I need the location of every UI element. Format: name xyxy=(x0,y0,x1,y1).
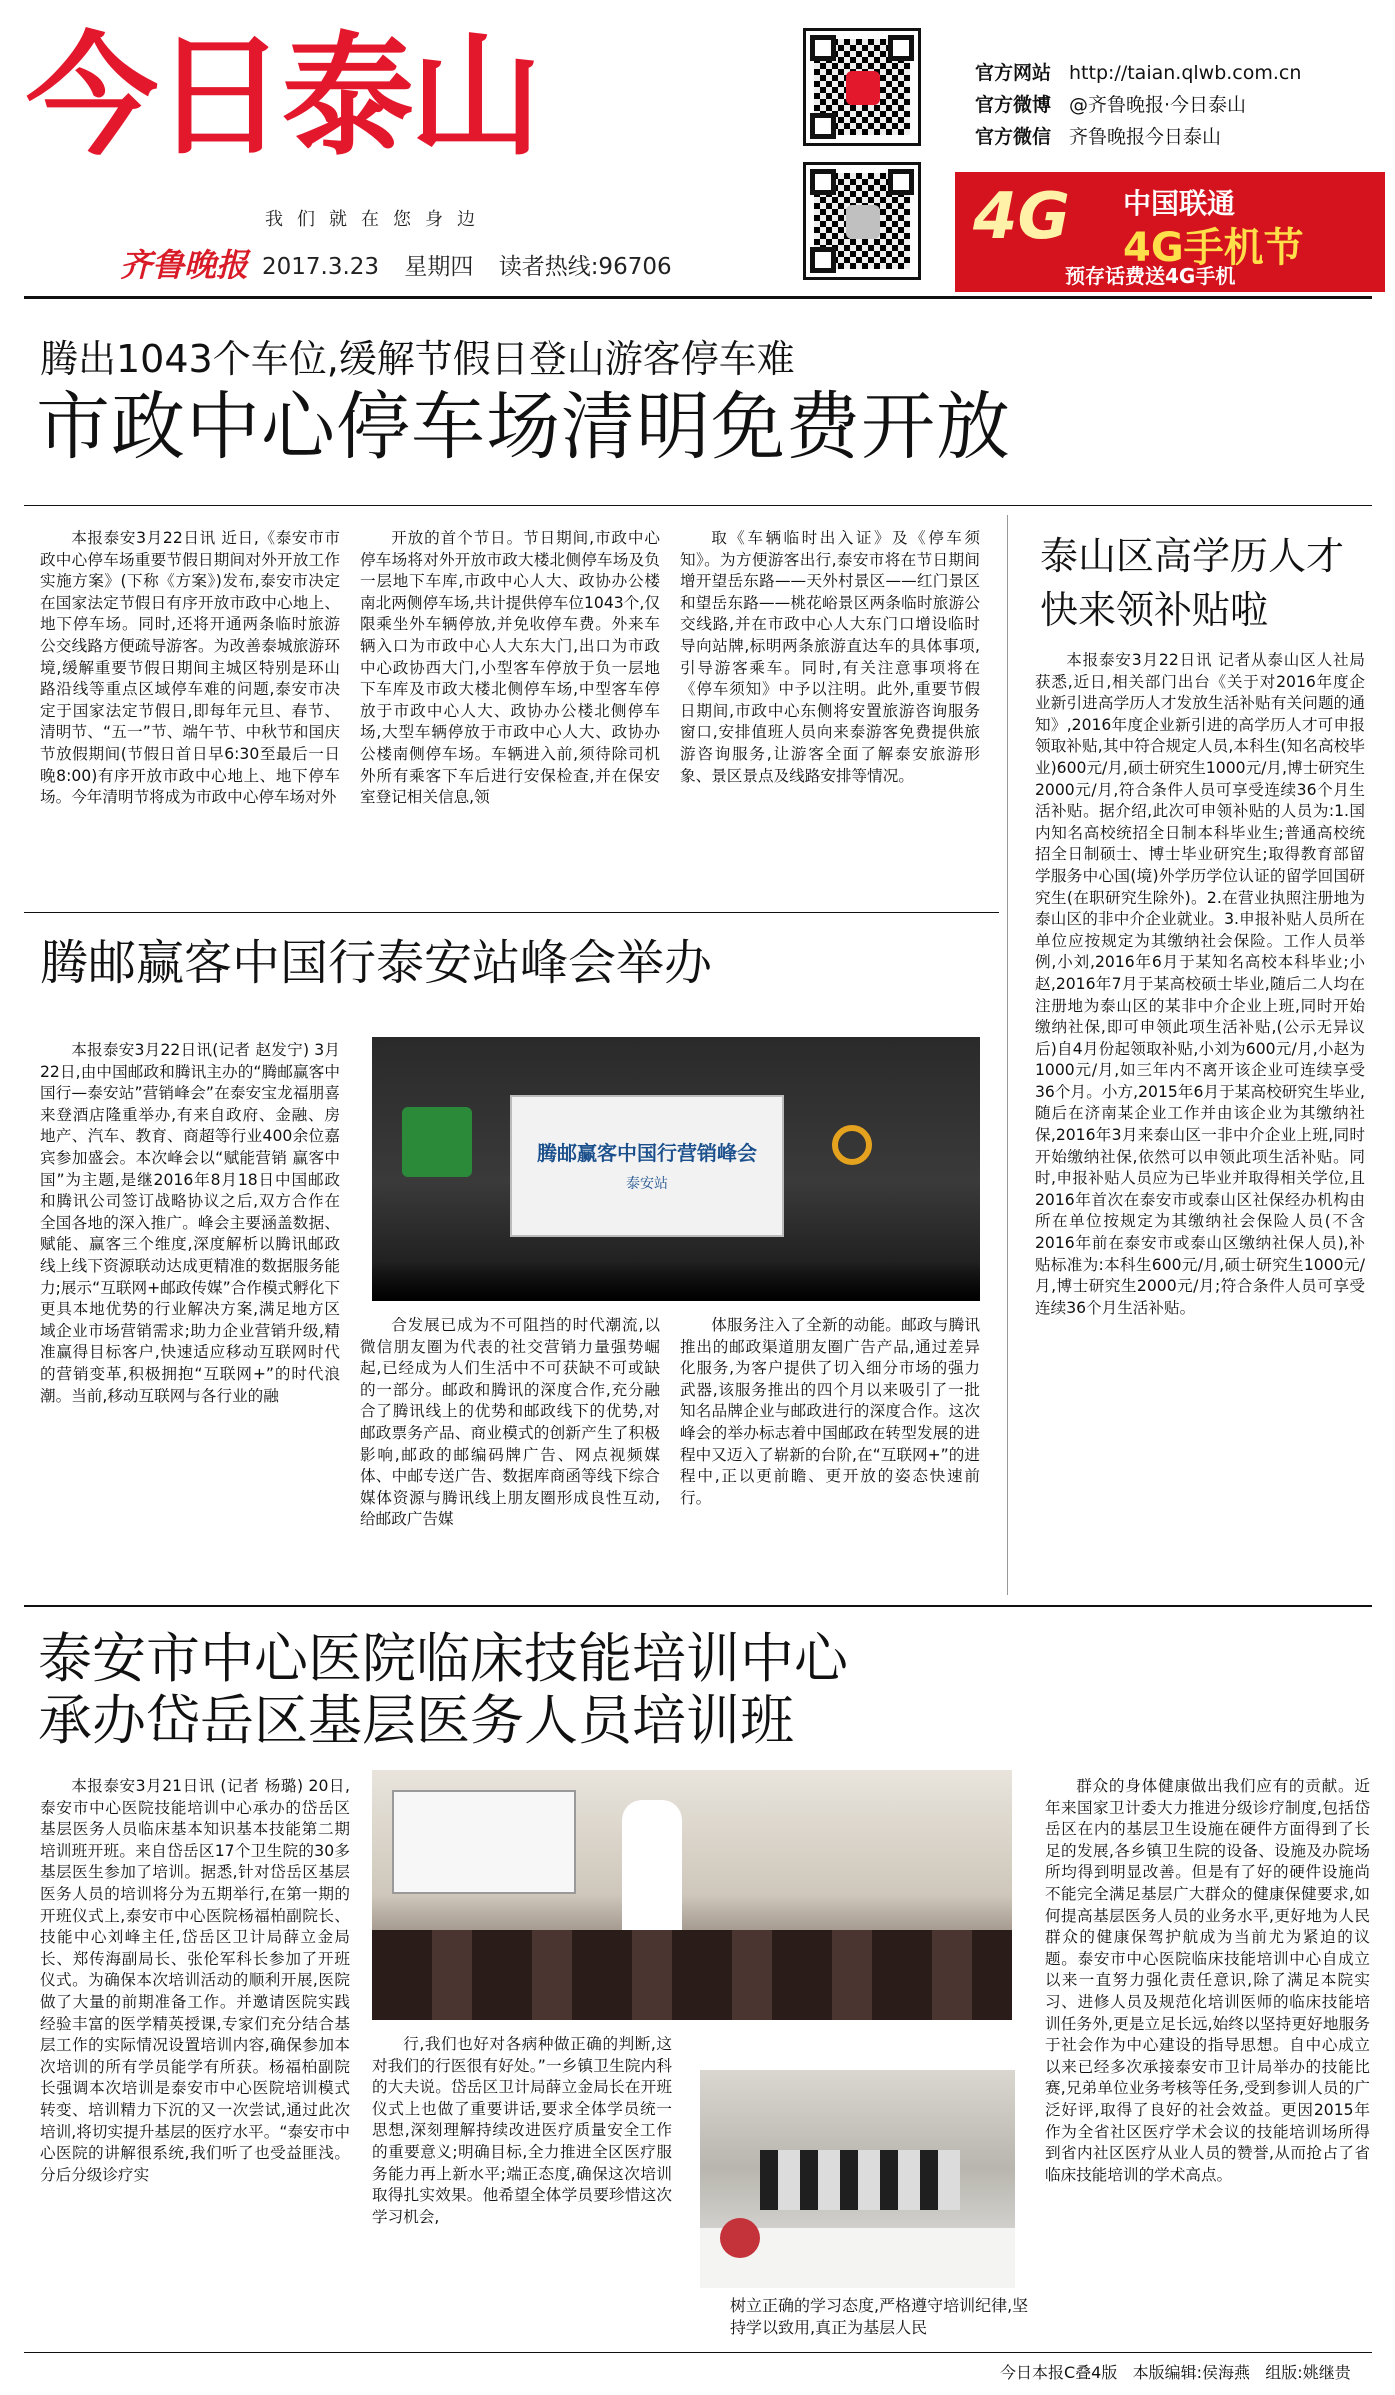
projector-screen xyxy=(392,1790,576,1894)
story2-col2: 合发展已成为不可阻挡的时代潮流,以微信朋友圈为代表的社交营销力量强势崛起,已经成为人们生活中不可获缺不可或缺的一部分。邮政和腾讯的深度合作,充分融合了腾讯线上的优势和邮政线下的优势,对邮政票务产品、商业模式的创新产生了积极影响,邮政的邮编码牌广告、网点视频媒体、中邮专送广告、数据库商函等线下综合媒体资源与腾讯线上朋友圈形成良性互动,给邮政广告媒 xyxy=(360,1316,660,1529)
side-headline-line2: 快来领补贴啦 xyxy=(1040,588,1269,632)
training-photo xyxy=(372,1770,1012,2020)
unicom-ad-banner[interactable] xyxy=(955,172,1385,292)
reader-hotline: 读者热线:96706 xyxy=(498,254,672,280)
story1-headline: 市政中心停车场清明免费开放 xyxy=(36,384,1011,470)
story2-col3: 体服务注入了全新的动能。邮政与腾讯推出的邮政渠道朋友圈广告产品,通过差异化服务,为客户提供了切入细分市场的强力武器,该服务推出的四个月以来吸引了一批知名品牌企业与邮政进行的深度合作。这次峰会的举办标志着中国邮政在转型发展的进程中又迈入了崭新的台阶,在“互联网+”的进程中,正以更前瞻、更开放的姿态快速前行。 xyxy=(680,1316,980,1507)
divider xyxy=(24,912,999,913)
story2-headline: 腾邮赢客中国行泰安站峰会举办 xyxy=(40,935,713,991)
summit-photo xyxy=(372,1037,980,1301)
lecturer xyxy=(622,1800,682,1930)
contact-label: 官方网站 xyxy=(975,62,1052,84)
ad-headline: 4G手机节 xyxy=(1123,225,1304,271)
side-headline-line1: 泰山区高学历人才 xyxy=(1040,534,1345,578)
column-divider xyxy=(1007,515,1008,1595)
masthead-divider xyxy=(24,296,1372,299)
postal-logo-icon xyxy=(402,1107,472,1177)
audience-silhouettes xyxy=(372,1261,980,1301)
footer-page: 今日本报C叠4版 xyxy=(1000,2363,1118,2382)
issue-line xyxy=(262,248,690,281)
screen-title: 腾邮赢客中国行营销峰会 xyxy=(537,1141,757,1165)
issue-weekday: 星期四 xyxy=(404,254,474,280)
masthead-tagline: 我们就在您身边 xyxy=(265,209,489,230)
photo-caption: 树立正确的学习态度,严格遵守培训纪律,坚持学以致用,真正为基层人民 xyxy=(730,2296,1029,2337)
seated-people xyxy=(760,2150,960,2210)
flower-decoration xyxy=(720,2218,760,2258)
paper-logo: 齐鲁晚报 xyxy=(120,246,249,284)
story1-kicker: 腾出1043个车位,缓解节假日登山游客停车难 xyxy=(40,337,795,381)
divider xyxy=(24,505,1372,506)
footer-designer: 组版:姚继贵 xyxy=(1265,2363,1351,2382)
tencent-logo-icon xyxy=(832,1125,872,1165)
ad-4g-graphic: 4G xyxy=(973,180,1071,254)
side-body: 本报泰安3月22日讯 记者从泰山区人社局获悉,近日,相关部门出台《关于对2016年度企业新引进高学历人才发放生活补贴有关问题的通知》,2016年度企业新引进的高学历人才可申报领取补贴,其中符合规定人员,本科生(知名高校毕业)600元/月,硕士研究生1000元/月,博士研究生2000元/月,符合条件人员可享受连续36个月生活补贴。据介绍,此次可申领补贴的人员为:1.国内知名高校统招全日制本科毕业生;普通高校统招全日制硕士、博士毕业研究生;取得教育部留学服务中心国(境)外学历学位认证的留学回国研究生(在职研究生除外)。2.在营业执照注册地为泰山区的非中介企业就业。3.申报补贴人员所在单位应按规定为其缴纳社会保险。工作人员举例,小刘,2016年6月于某知名高校本科毕业;小赵,2016年7月于某高校硕士毕业,随后二人均在注册地为泰山区的某非中介企业上班,同时开始缴纳社保,即可申领此项生活补贴,(公示无异议后)自4月份起领取补贴,小刘为600元/月,小赵为1000元/月,如三年内不离开该企业可连续享受36个月。小方,2015年6月于某高校研究生毕业,随后在济南某企业工作并由该企业为其缴纳社保,2016年3月来泰山区一非中介企业上班,同时开始缴纳社保,依然可以申领此项生活补贴。同时,申报补贴人员应为已毕业并取得相关学位,且2016年首次在泰安市或泰山区社保经办机构由所在单位按规定为其缴纳社会保险人员(不含2016年前在泰安市或泰山区缴纳社保人员),补贴标准为:本科生600元/月,硕士研究生1000元/月,博士研究生2000元/月;符合条件人员可享受连续36个月生活补贴。 xyxy=(1035,651,1365,1317)
screen-sub: 泰安站 xyxy=(626,1176,668,1192)
story1-col3: 取《车辆临时出入证》及《停车须知》。为方便游客出行,泰安市将在节日期间增开望岳东路——天外村景区——红门景区和望岳东路——桃花峪景区两条临时旅游公交线路,并在市政中心人大东门口增设临时导向站牌,标明两条旅游直达车的具体事项,引导游客乘车。同时,有关注意事项将在《停车须知》中予以注明。此外,重要节假日期间,市政中心东侧将安置旅游咨询服务窗口,安排值班人员向来泰游客免费提供旅游咨询服务,让游客全面了解泰安旅游形象、景区景点及线路安排等情况。 xyxy=(680,529,980,785)
contact-value: 齐鲁晚报今日泰山 xyxy=(1069,126,1222,148)
ad-brand: 中国联通 xyxy=(1123,187,1236,220)
masthead-title: 今日泰山 xyxy=(26,20,538,174)
divider xyxy=(24,1605,1372,1607)
story1-col1: 本报泰安3月22日讯 近日,《泰安市市政中心停车场重要节假日期间对外开放工作实施方案》(下称《方案》)发布,泰安市决定在国家法定节假日有序开放市政中心地上、地下停车场。同时,还将开通两条临时旅游公交线路方便疏导游客。为改善泰城旅游环境,缓解重要节假日期间主城区特别是环山路沿线等重点区域停车难的问题,泰安市决定于国家法定节假日,即每年元旦、春节、清明节、“五一”节、端午节、中秋节和国庆节放假期间(节假日首日早6:30至最后一日晚8:00)有序开放市政中心地上、地下停车场。今年清明节将成为市政中心停车场对外 xyxy=(40,529,340,807)
ad-sub: 预存话费送4G手机 xyxy=(1065,264,1236,288)
story3-col2: 行,我们也好对各病种做正确的判断,这对我们的行医很有好处。”一乡镇卫生院内科的大夫说。岱岳区卫计局薛立金局长在开班仪式上也做了重要讲话,要求全体学员统一思想,深刻理解持续改进医疗质量安全工作的重要意义;明确目标,全力推进全区医疗服务能力再上新水平;端正态度,确保这次培训取得扎实效果。他希望全体学员要珍惜这次学习机会, xyxy=(372,2035,672,2226)
issue-date: 2017.3.23 xyxy=(262,254,380,280)
story3-col3: 群众的身体健康做出我们应有的贡献。近年来国家卫计委大力推进分级诊疗制度,包括岱岳区在内的基层卫生设施在硬件方面得到了长足的发展,各乡镇卫生院的设备、设施及办院场所均得到明显改善。但是有了好的硬件设施尚不能完全满足基层广大群众的健康保健要求,如何提高基层医务人员的业务水平,更好地为人民群众的健康保驾护航成为当前尤为紧迫的议题。泰安市中心医院临床技能培训中心自成立以来一直努力强化责任意识,除了满足本院实习、进修人员及规范化培训医师的临床技能培训任务外,更是立足长远,始终以坚持更好地服务于社会作为中心建设的指导思想。自中心成立以来已经多次承接泰安市卫计局举办的技能比赛,兄弟单位业务考核等任务,受到参训人员的广泛好评,取得了良好的社会效益。更因2015年作为全省社区医疗学术会议的技能培训场所得到省内社区医疗从业人员的赞誉,从而抢占了省临床技能培训的学术高点。 xyxy=(1045,1777,1370,2184)
audience xyxy=(372,1930,1012,2020)
contact-weibo xyxy=(975,90,1246,117)
story3-headline-line2: 承办岱岳区基层医务人员培训班 xyxy=(38,1689,794,1752)
story3-col1: 本报泰安3月21日讯 (记者 杨璐) 20日,泰安市中心医院技能培训中心承办的岱岳区基层医务人员临床基本知识基本技能第二期培训班开班。来自岱岳区17个卫生院的30多基层医生参加了培训。据悉,针对岱岳区基层医务人员的培训将分为五期举行,在第一期的开班仪式上,泰安市中心医院杨福柏副院长、技能中心刘峰主任,岱岳区卫计局薛立金局长、郑传海副局长、张伦军科长参加了开班仪式。为确保本次培训活动的顺利开展,医院做了大量的前期准备工作。并邀请医院实践经验丰富的医学精英授课,专家们充分结合基层工作的实际情况设置培训内容,确保参加本次培训的所有学员能学有所获。杨福柏副院长强调本次培训是泰安市中心医院培训模式转变、培训精力下沉的又一次尝试,通过此次培训,将切实提升基层的医疗水平。“泰安市中心医院的讲解很系统,我们听了也受益匪浅。分后分级诊疗实 xyxy=(40,1777,350,2184)
contact-value[interactable]: http://taian.qlwb.com.cn xyxy=(1069,62,1302,84)
footer-editor: 本版编辑:侯海燕 xyxy=(1132,2363,1251,2382)
story3-headline-line1: 泰安市中心医院临床技能培训中心 xyxy=(38,1627,848,1690)
story2-col1: 本报泰安3月22日讯(记者 赵发宁) 3月22日,由中国邮政和腾讯主办的“腾邮赢客中国行—泰安站”营销峰会”在泰安宝龙福朋喜来登酒店隆重举办,有来自政府、金融、房地产、汽车、教育、商超等行业400余位嘉宾参加盛会。本次峰会以“赋能营销 赢客中国”为主题,是继2016年8月18日中国邮政和腾讯公司签订战略协议之后,双方合作在全国各地的深入推广。峰会主要涵盖数据、赋能、赢客三个维度,深度解析以腾讯邮政线上线下资源联动达成更精准的数据服务能力;展示“互联网+邮政传媒”合作模式孵化下更具本地优势的行业解决方案,满足地方区域企业市场营销需求;助力企业营销升级,精准赢得目标客户,快速适应移动互联网时代的营销变革,积极拥抱“互联网+”的时代浪潮。当前,移动互联网与各行业的融 xyxy=(40,1041,340,1405)
qr-code-icon xyxy=(803,162,921,280)
contact-wechat xyxy=(975,122,1221,149)
classroom-photo xyxy=(700,2070,1015,2288)
contact-label: 官方微博 xyxy=(975,94,1052,116)
footer-divider xyxy=(24,2352,1372,2353)
qr-code-icon xyxy=(803,28,921,146)
summit-screen xyxy=(510,1095,784,1237)
contact-value: @齐鲁晚报·今日泰山 xyxy=(1069,94,1247,116)
story1-col2: 开放的首个节日。节日期间,市政中心停车场将对外开放市政大楼北侧停车场及负一层地下车库,市政中心人大、政协办公楼南北两侧停车场,共计提供停车位1043个,仅限乘坐外车辆停放,并免收停车费。外来车辆入口为市政中心人大东大门,出口为市政中心政协西大门,小型客车停放于负一层地下车库及市政大楼北侧停车场,中型客车停放于市政中心人大、政协办公楼北侧停车场,大型车辆停放于市政中心人大、政协办公楼南侧停车场。车辆进入前,须待除司机外所有乘客下车后进行安保检查,并在保安室登记相关信息,领 xyxy=(360,529,660,807)
contact-website xyxy=(975,58,1301,85)
footer-info xyxy=(1000,2360,1351,2383)
contact-label: 官方微信 xyxy=(975,126,1052,148)
